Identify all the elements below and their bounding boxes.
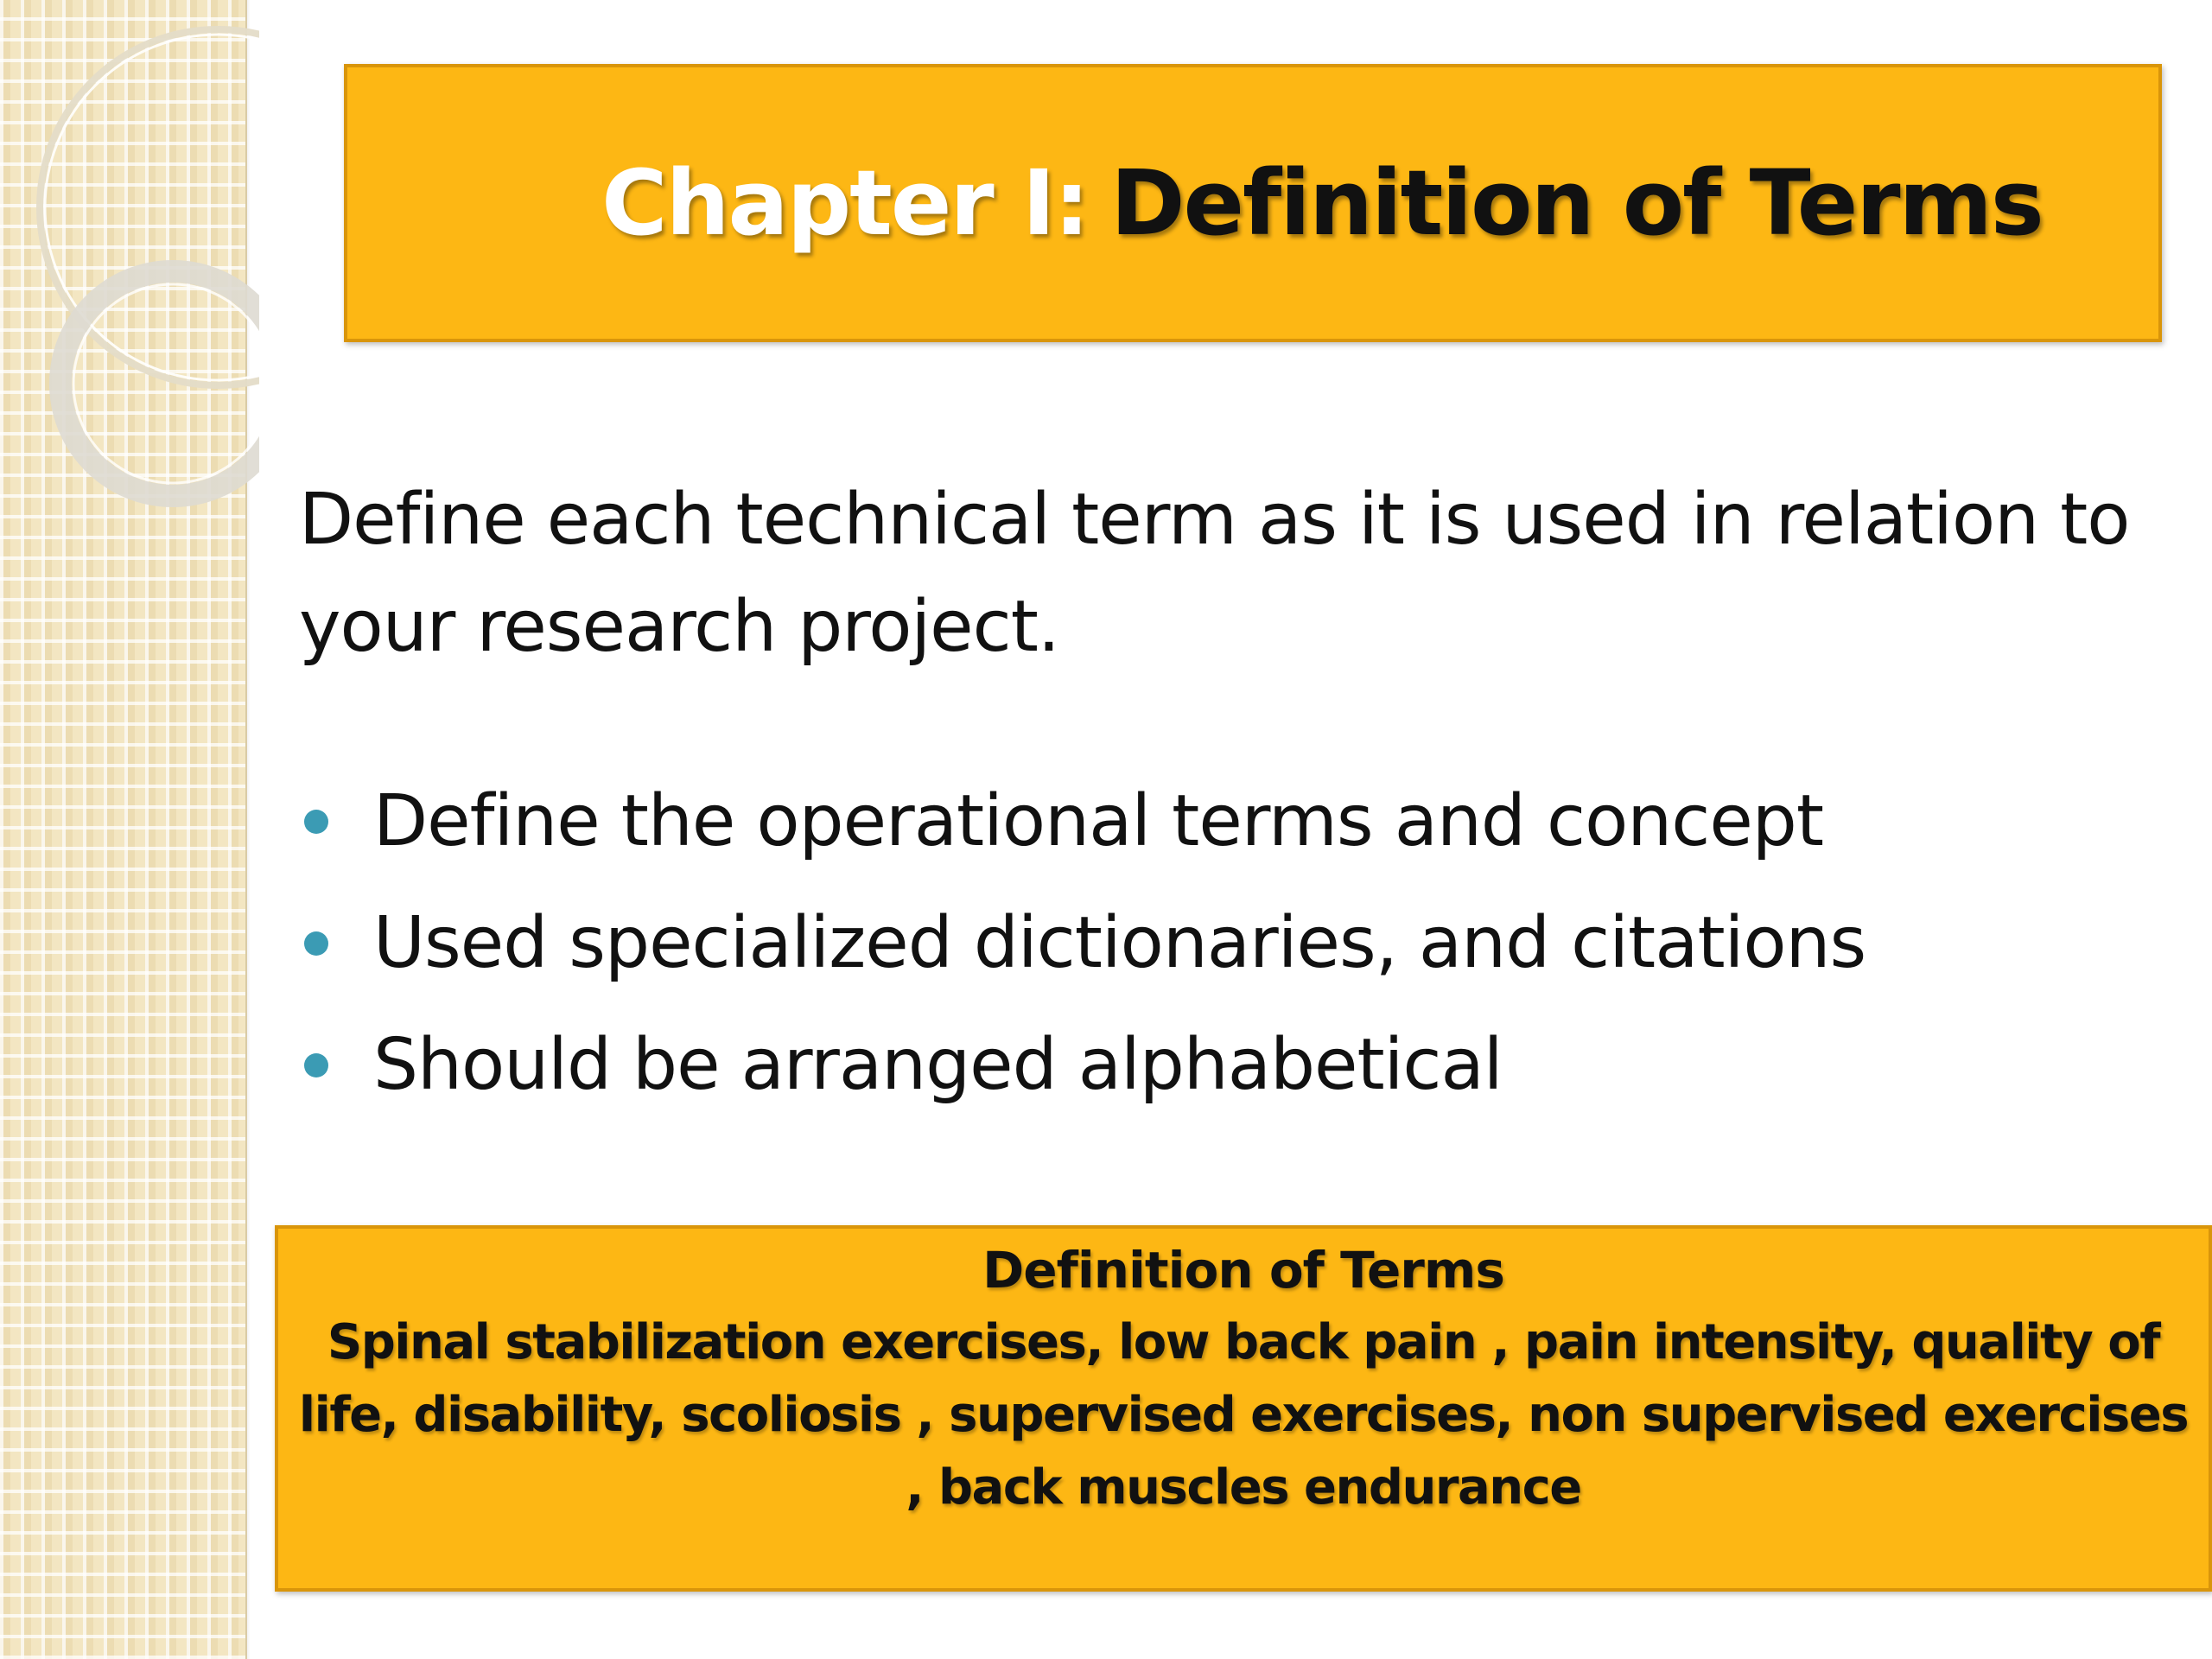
definition-box-body: Spinal stabilization exercises, low back pain , pain intensity, quality of life, disability, scoliosis , supervised exercises, non supervised exercises , back muscles endurance: [298, 1314, 2189, 1516]
bullet-text: Define the operational terms and concept: [373, 780, 1823, 862]
intro-paragraph: Define each technical term as it is used in relation to your research project.: [299, 479, 2130, 668]
bullet-dot-icon: [304, 810, 328, 834]
bullet-dot-icon: [304, 1053, 328, 1077]
list-item: [299, 1004, 2113, 1126]
definition-box: [275, 1225, 2212, 1592]
bullet-text: Should be arranged alphabetical: [373, 1024, 1503, 1106]
title-topic: Definition of Terms: [1110, 150, 2043, 256]
title-banner: [344, 64, 2162, 342]
slide-title: [601, 150, 2043, 256]
list-item: [299, 882, 2113, 1004]
title-chapter: Chapter I:: [601, 150, 1089, 256]
bullet-text: Used specialized dictionaries, and citations: [373, 902, 1866, 984]
bullet-dot-icon: [304, 931, 328, 956]
definition-box-title: Definition of Terms: [982, 1241, 1504, 1300]
bullet-list: [299, 760, 2113, 1126]
list-item: [299, 760, 2113, 882]
decorative-rings: [0, 0, 259, 553]
